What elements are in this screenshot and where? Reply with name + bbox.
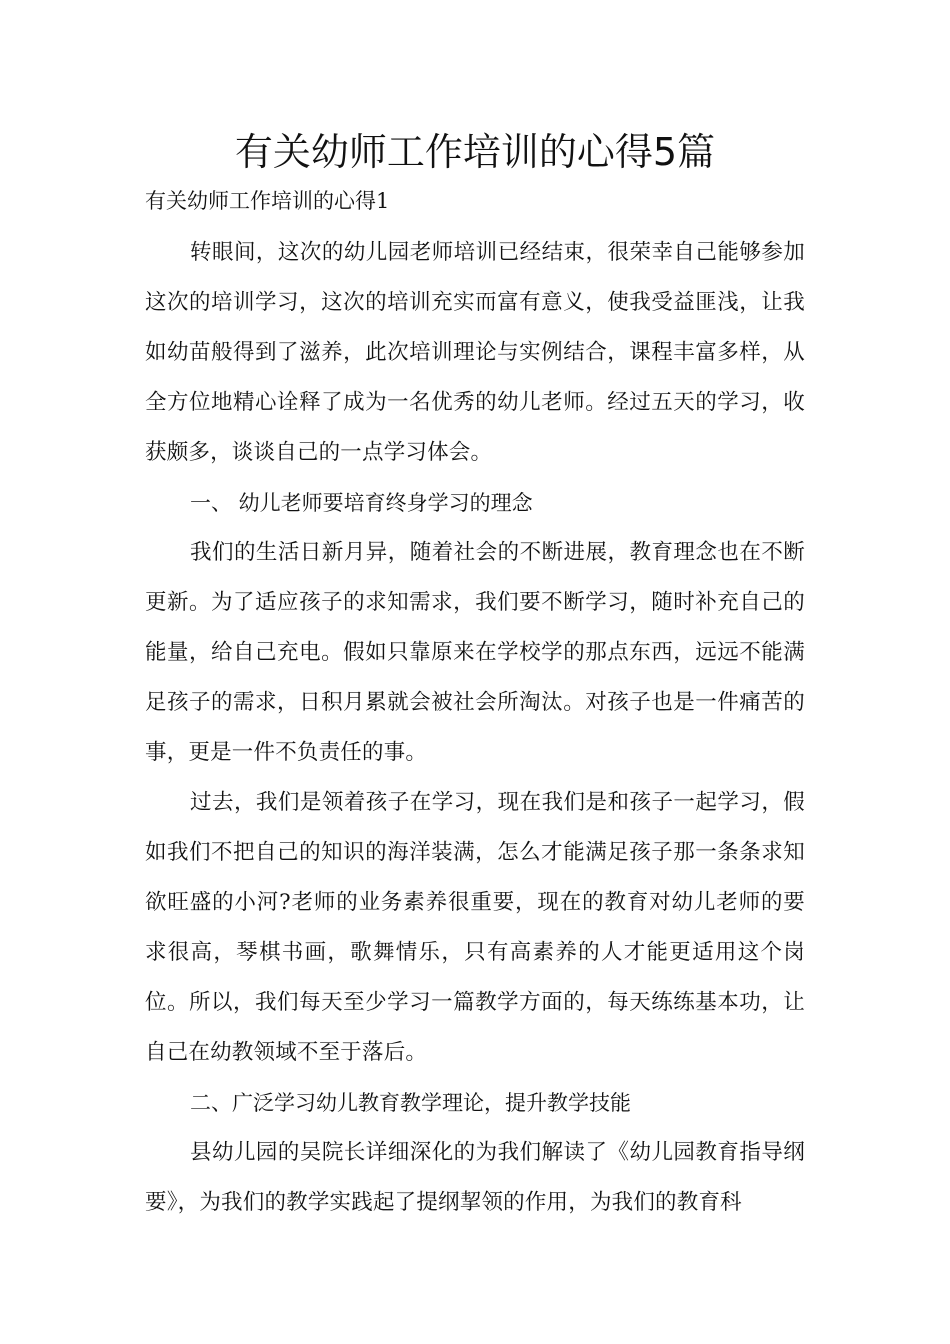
section-heading-1: 一、 幼儿老师要培育终身学习的理念	[190, 491, 533, 515]
section-heading-2: 二、广泛学习幼儿教育教学理论，提升教学技能	[190, 1091, 631, 1115]
paragraph-guidelines: 县幼儿园的吴院长详细深化的为我们解读了《幼儿园教育指导纲要》，为我们的教学实践起了提纲挈领的作用，为我们的教育科	[145, 1140, 805, 1215]
paragraph-intro: 转眼间，这次的幼儿园老师培训已经结束，很荣幸自己能够参加这次的培训学习，这次的培训充实而富有意义，使我受益匪浅，让我如幼苗般得到了滋养，此次培训理论与实例结合，课程丰富多样，从全方位地精心诠释了成为一名优秀的幼儿老师。经过五天的学习，收获颇多，谈谈自己的一点学习体会。	[145, 240, 805, 465]
paragraph-past-and-present: 过去，我们是领着孩子在学习，现在我们是和孩子一起学习，假如我们不把自己的知识的海洋装满，怎么才能满足孩子那一条条求知欲旺盛的小河?老师的业务素养很重要，现在的教育对幼儿老师的要求很高，琴棋书画，歌舞情乐，只有高素养的人才能更适用这个岗位。所以，我们每天至少学习一篇教学方面的，每天练练基本功，让自己在幼教领域不至于落后。	[145, 790, 805, 1065]
document-title: 有关幼师工作培训的心得5篇	[234, 130, 716, 174]
section-subtitle: 有关幼师工作培训的心得1	[145, 189, 390, 213]
paragraph-lifelong-learning: 我们的生活日新月异，随着社会的不断进展，教育理念也在不断更新。为了适应孩子的求知需求，我们要不断学习，随时补充自己的能量，给自己充电。假如只靠原来在学校学的那点东西，远远不能满足孩子的需求，日积月累就会被社会所淘汰。对孩子也是一件痛苦的事，更是一件不负责任的事。	[145, 540, 805, 765]
document-body	[145, 228, 805, 1228]
